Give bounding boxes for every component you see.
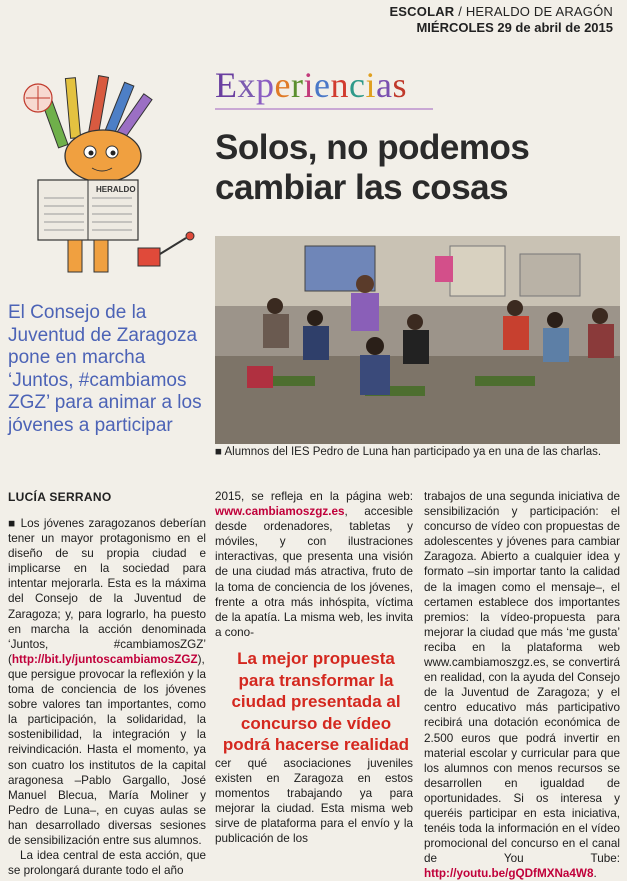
headline-line-1: Solos, no podemos [215, 128, 530, 167]
publication-line: ESCOLAR / HERALDO DE ARAGÓN [389, 4, 613, 19]
paragraph: cer qué asociaciones juveniles existen en Zaragoza en estos momentos trabajando ya para mejorar la ciudad. Esta misma web sirve de plataforma para el envío y la publicación de los [215, 757, 413, 846]
article-column-1 [8, 516, 206, 878]
section-title-letter: i [303, 65, 314, 105]
photo-caption: ■ Alumnos del IES Pedro de Luna han participado ya en una de las charlas. [215, 446, 602, 458]
paragraph [424, 489, 620, 881]
section-title-letter: i [365, 65, 376, 105]
paragraph [8, 516, 206, 848]
publication-name: HERALDO DE ARAGÓN [465, 4, 613, 19]
text-run: ■ Los jóvenes zaragozanos deberían tener un mayor protagonismo en el diseño de su propia ciudad e implicarse en la sociedad para intentar mejorarla. Esta es la máxima del Consejo de la Juventud de Zaragoza; y, para lograrlo, ha puesto en marcha la acción denominada ‘Juntos, #cambiamosZGZ’ ( [8, 517, 206, 666]
article-column-2 [215, 489, 413, 640]
section-title-letter: E [215, 65, 238, 105]
photo-image-icon [215, 236, 620, 444]
section-underline [215, 108, 433, 110]
byline: LUCÍA SERRANO [8, 490, 112, 504]
pull-quote: La mejor propuesta para transformar la ciudad presentada al concurso de vídeo podrá hacerse realidad [222, 649, 410, 754]
publication-prefix: ESCOLAR [389, 4, 455, 19]
bitly-link[interactable]: http://bit.ly/juntoscambiamosZGZ [11, 652, 198, 666]
article-column-2-continued [215, 756, 413, 847]
page-header [389, 4, 613, 35]
issue-date: MIÉRCOLES 29 de abril de 2015 [416, 20, 613, 35]
section-title-letter: s [392, 65, 407, 105]
section-title-letter: c [348, 65, 366, 105]
text-run: ), que persigue provocar la reflexión y la toma de conciencia de los jóvenes sobre valores tan importantes, como la participación, la solidaridad, la sostenibilidad, la integración y la reivindicación. Hasta el momento, ya son cuatro los institutos de la capital aragonesa –Pablo Gargallo, José Manuel Blecua, María Moliner y Pedro de Luna–, en cuyas aulas se han desarrollado diversas sesiones de sensibilización entre sus alumnos. [8, 652, 206, 847]
headline [215, 128, 615, 208]
reading-character-icon [8, 68, 208, 278]
text-run: , accesible desde ordenadores, tabletas y móviles, y con ilustraciones interactivas, que presenta una visión de una ciudad más atractiva, fruto de la toma de conciencia de los jóvenes, frente a otra más inhóspita, víctima de la apatía. La misma web, les invita a cono- [215, 505, 413, 639]
paragraph: La idea central de esta acción, que se prolongará durante todo el año [8, 849, 206, 878]
text-run: 2015, se refleja en la página web: [215, 490, 413, 503]
text-run: . [593, 867, 597, 881]
paragraph [215, 489, 413, 640]
section-title-letter: e [274, 65, 291, 105]
newspaper-label: HERALDO [96, 185, 136, 194]
section-title-letter: r [290, 65, 304, 105]
youtube-link[interactable]: http://youtu.be/gQDfMXNa4W8 [424, 867, 594, 881]
classroom-photo [215, 236, 620, 444]
section-title-letter: p [256, 65, 275, 105]
article-column-3 [424, 489, 620, 881]
headline-line-2: cambiar las cosas [215, 168, 509, 207]
section-title-letter: a [375, 65, 393, 105]
mascot-illustration [8, 68, 208, 278]
section-title [215, 64, 407, 106]
section-title-letter: x [237, 65, 256, 105]
section-title-letter: e [314, 65, 331, 105]
section-title-letter: n [330, 65, 349, 105]
website-link[interactable]: www.cambiamoszgz.es [215, 505, 345, 519]
article-deck: El Consejo de la Juventud de Zaragoza pone en marcha ‘Juntos, #cambiamos ZGZ’ para animar a los jóvenes a participar [8, 302, 202, 436]
text-run: trabajos de una segunda iniciativa de sensibilización y participación: el concurso de vídeo con propuestas de adolescentes y jóvenes para cambiar Zaragoza. Abierto a cualquier idea y formato –sin importar tanto la calidad de la imagen como el mensaje–, el certamen establece dos importantes premios: la vídeo-propuesta para mejorar la ciudad que más ‘me gusta’ reciba en la plataforma web www.cambiamoszgz.es, se convertirá en realidad, con la ayuda del Consejo de la Juventud de Zaragoza; y el centro educativo más participativo recibirá una dotación económica de 2.500 euros que podrá invertir en material escolar y curricular para que los alumnos con menos recursos se desarrollen en igualdad de oportunidades. Si os interesa y queréis participar en esta iniciativa, tenéis toda la información en el vídeo promocional del concurso en el canal de You Tube: [424, 490, 620, 866]
